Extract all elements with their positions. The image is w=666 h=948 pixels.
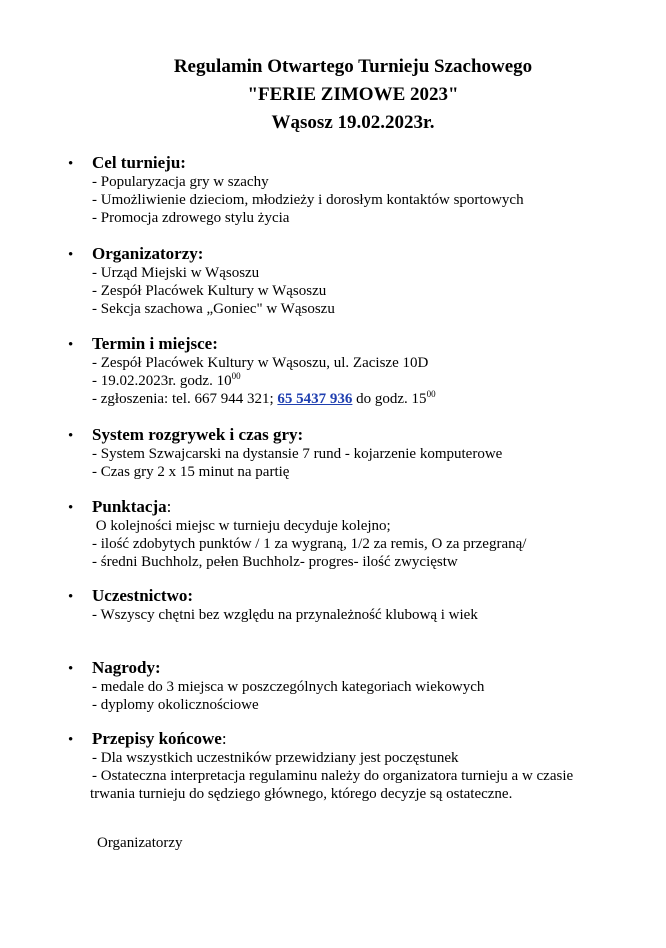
list-item: - Zespół Placówek Kultury w Wąsoszu bbox=[92, 283, 327, 299]
time-superscript: 00 bbox=[231, 371, 241, 381]
section-heading: Cel turnieju: bbox=[92, 153, 186, 172]
list-item: O kolejności miejsc w turnieju decyduje kolejno; bbox=[92, 518, 391, 534]
section-heading: System rozgrywek i czas gry: bbox=[92, 425, 304, 444]
section-items bbox=[92, 517, 526, 571]
list-item: - Zespół Placówek Kultury w Wąsoszu, ul. Zacisze 10D bbox=[92, 355, 429, 371]
list-item: - Sekcja szachowa „Goniec" w Wąsoszu bbox=[92, 301, 335, 317]
section-heading: Organizatorzy: bbox=[92, 244, 204, 263]
heading-colon: : bbox=[166, 497, 172, 516]
registration-text: - zgłoszenia: tel. 667 944 321; bbox=[92, 391, 278, 407]
registration-deadline-text: do godz. 15 bbox=[352, 391, 427, 407]
bullet-icon: • bbox=[68, 589, 74, 605]
bullet-icon: • bbox=[68, 500, 74, 516]
list-item: - ilość zdobytych punktów / 1 za wygraną, 1/2 za remis, O za przegraną/ bbox=[92, 536, 527, 552]
continuation-line: trwania turnieju do sędziego głównego, którego decyzje są ostateczne. bbox=[90, 786, 513, 802]
phone-link[interactable]: 65 5437 936 bbox=[277, 391, 353, 407]
date-time-text: - 19.02.2023r. godz. 10 bbox=[92, 373, 232, 389]
heading-text: Przepisy końcowe bbox=[92, 729, 222, 748]
list-item: - System Szwajcarski na dystansie 7 rund - kojarzenie komputerowe bbox=[92, 446, 503, 462]
bullet-icon: • bbox=[68, 661, 74, 677]
section-items bbox=[92, 678, 484, 714]
bullet-icon: • bbox=[68, 156, 74, 172]
bullet-icon: • bbox=[68, 247, 74, 263]
heading-colon: : bbox=[221, 729, 227, 748]
bullet-icon: • bbox=[68, 428, 74, 444]
list-item: - Promocja zdrowego stylu życia bbox=[92, 210, 290, 226]
section-heading bbox=[92, 497, 171, 516]
list-item: - Urząd Miejski w Wąsoszu bbox=[92, 265, 260, 281]
section-heading: Termin i miejsce: bbox=[92, 334, 218, 353]
section-heading: Uczestnictwo: bbox=[92, 586, 194, 605]
section-items bbox=[92, 173, 524, 227]
list-item bbox=[92, 390, 436, 408]
title-line-2: "FERIE ZIMOWE 2023" bbox=[247, 84, 459, 105]
signature-organizers: Organizatorzy bbox=[97, 835, 183, 851]
list-item: - Dla wszystkich uczestników przewidziany jest poczęstunek bbox=[92, 750, 459, 766]
section-heading bbox=[92, 729, 227, 748]
list-item: - Popularyzacja gry w szachy bbox=[92, 174, 269, 190]
document-title bbox=[0, 53, 666, 137]
list-item: - medale do 3 miejsca w poszczególnych kategoriach wiekowych bbox=[92, 679, 485, 695]
section-items bbox=[92, 354, 436, 408]
section-items bbox=[92, 445, 502, 481]
section-heading: Nagrody: bbox=[92, 658, 161, 677]
bullet-icon: • bbox=[68, 732, 74, 748]
title-line-3: Wąsosz 19.02.2023r. bbox=[271, 112, 435, 133]
bullet-icon: • bbox=[68, 337, 74, 353]
list-item bbox=[92, 372, 436, 390]
title-line-1: Regulamin Otwartego Turnieju Szachowego bbox=[173, 56, 533, 77]
section-items bbox=[92, 749, 573, 785]
section-items bbox=[92, 264, 335, 318]
list-item: - średni Buchholz, pełen Buchholz- progres- ilość zwycięstw bbox=[92, 554, 458, 570]
time-superscript: 00 bbox=[426, 389, 436, 399]
list-item: - dyplomy okolicznościowe bbox=[92, 697, 259, 713]
list-item: - Ostateczna interpretacja regulaminu należy do organizatora turnieju a w czasie bbox=[92, 768, 574, 784]
list-item: - Umożliwienie dzieciom, młodzieży i dorosłym kontaktów sportowych bbox=[92, 192, 524, 208]
list-item: - Wszyscy chętni bez względu na przynależność klubową i wiek bbox=[92, 607, 478, 623]
list-item: - Czas gry 2 x 15 minut na partię bbox=[92, 464, 290, 480]
section-items bbox=[92, 606, 478, 624]
heading-text: Punktacja bbox=[92, 497, 167, 516]
